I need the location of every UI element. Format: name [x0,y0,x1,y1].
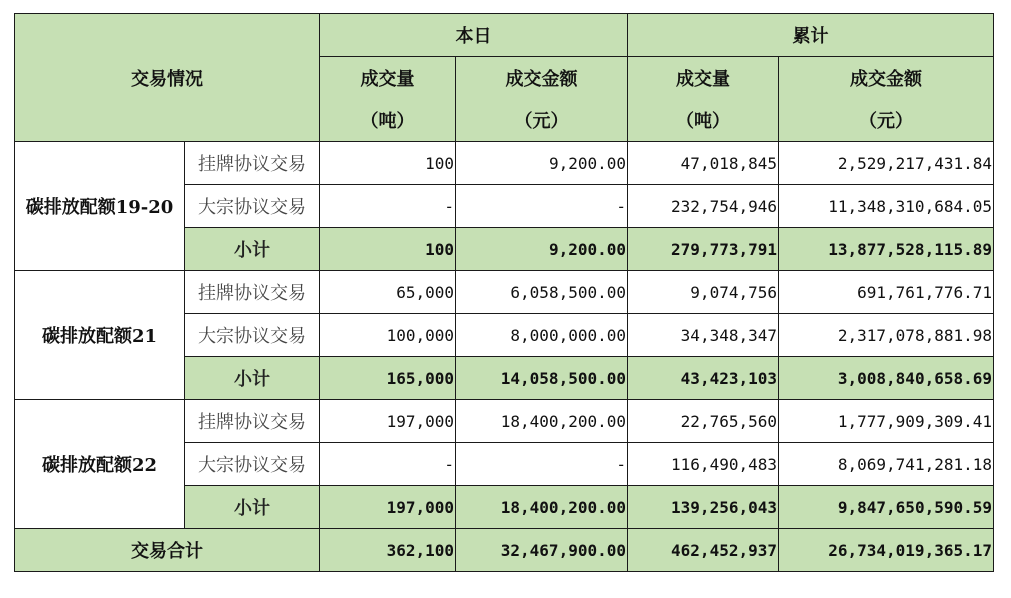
today-amount-cell: 6,058,500.00 [456,271,628,314]
cum-volume-cell: 34,348,347 [628,314,779,357]
today-volume-cell: 100 [320,228,456,271]
header-cum-volume-unit: （吨） [628,99,779,142]
group-name: 碳排放配额21 [15,271,185,400]
total-today-amount: 32,467,900.00 [456,529,628,572]
cum-amount-cell: 11,348,310,684.05 [779,185,994,228]
row-type: 挂牌协议交易 [185,400,320,443]
today-volume-cell: - [320,443,456,486]
row-type: 大宗协议交易 [185,185,320,228]
cum-volume-cell: 9,074,756 [628,271,779,314]
subtotal-label: 小计 [185,357,320,400]
header-category: 交易情况 [15,14,320,142]
today-amount-cell: 18,400,200.00 [456,486,628,529]
today-amount-cell: 9,200.00 [456,142,628,185]
group-name: 碳排放配额19-20 [15,142,185,271]
cum-amount-cell: 1,777,909,309.41 [779,400,994,443]
cum-amount-cell: 2,529,217,431.84 [779,142,994,185]
cum-amount-cell: 9,847,650,590.59 [779,486,994,529]
today-amount-cell: - [456,185,628,228]
cum-amount-cell: 13,877,528,115.89 [779,228,994,271]
header-cum-amount: 成交金额 [779,57,994,100]
today-volume-cell: 65,000 [320,271,456,314]
today-volume-cell: 100,000 [320,314,456,357]
row-type: 大宗协议交易 [185,314,320,357]
total-label: 交易合计 [15,529,320,572]
today-volume-cell: 197,000 [320,486,456,529]
cum-amount-cell: 691,761,776.71 [779,271,994,314]
subtotal-label: 小计 [185,486,320,529]
total-row [15,529,994,572]
table-row [15,271,994,314]
cum-volume-cell: 22,765,560 [628,400,779,443]
group-name: 碳排放配额22 [15,400,185,529]
cum-amount-cell: 2,317,078,881.98 [779,314,994,357]
total-cum-amount: 26,734,019,365.17 [779,529,994,572]
total-today-volume: 362,100 [320,529,456,572]
cum-volume-cell: 43,423,103 [628,357,779,400]
cum-volume-cell: 47,018,845 [628,142,779,185]
today-amount-cell: 9,200.00 [456,228,628,271]
header-cum-amount-unit: （元） [779,99,994,142]
today-amount-cell: 8,000,000.00 [456,314,628,357]
header-today-amount-unit: （元） [456,99,628,142]
table-row [15,400,994,443]
header-cumulative: 累计 [628,14,994,57]
cum-amount-cell: 3,008,840,658.69 [779,357,994,400]
cum-volume-cell: 232,754,946 [628,185,779,228]
cum-volume-cell: 139,256,043 [628,486,779,529]
today-volume-cell: 197,000 [320,400,456,443]
today-volume-cell: 165,000 [320,357,456,400]
header-today-amount: 成交金额 [456,57,628,100]
cum-volume-cell: 116,490,483 [628,443,779,486]
row-type: 大宗协议交易 [185,443,320,486]
today-volume-cell: 100 [320,142,456,185]
today-amount-cell: 14,058,500.00 [456,357,628,400]
total-cum-volume: 462,452,937 [628,529,779,572]
today-amount-cell: 18,400,200.00 [456,400,628,443]
header-cum-volume: 成交量 [628,57,779,100]
cum-amount-cell: 8,069,741,281.18 [779,443,994,486]
table-row [15,142,994,185]
row-type: 挂牌协议交易 [185,142,320,185]
header-today-volume-unit: （吨） [320,99,456,142]
today-volume-cell: - [320,185,456,228]
cum-volume-cell: 279,773,791 [628,228,779,271]
row-type: 挂牌协议交易 [185,271,320,314]
subtotal-label: 小计 [185,228,320,271]
header-today-volume: 成交量 [320,57,456,100]
today-amount-cell: - [456,443,628,486]
trading-summary-table [14,13,994,572]
header-today: 本日 [320,14,628,57]
